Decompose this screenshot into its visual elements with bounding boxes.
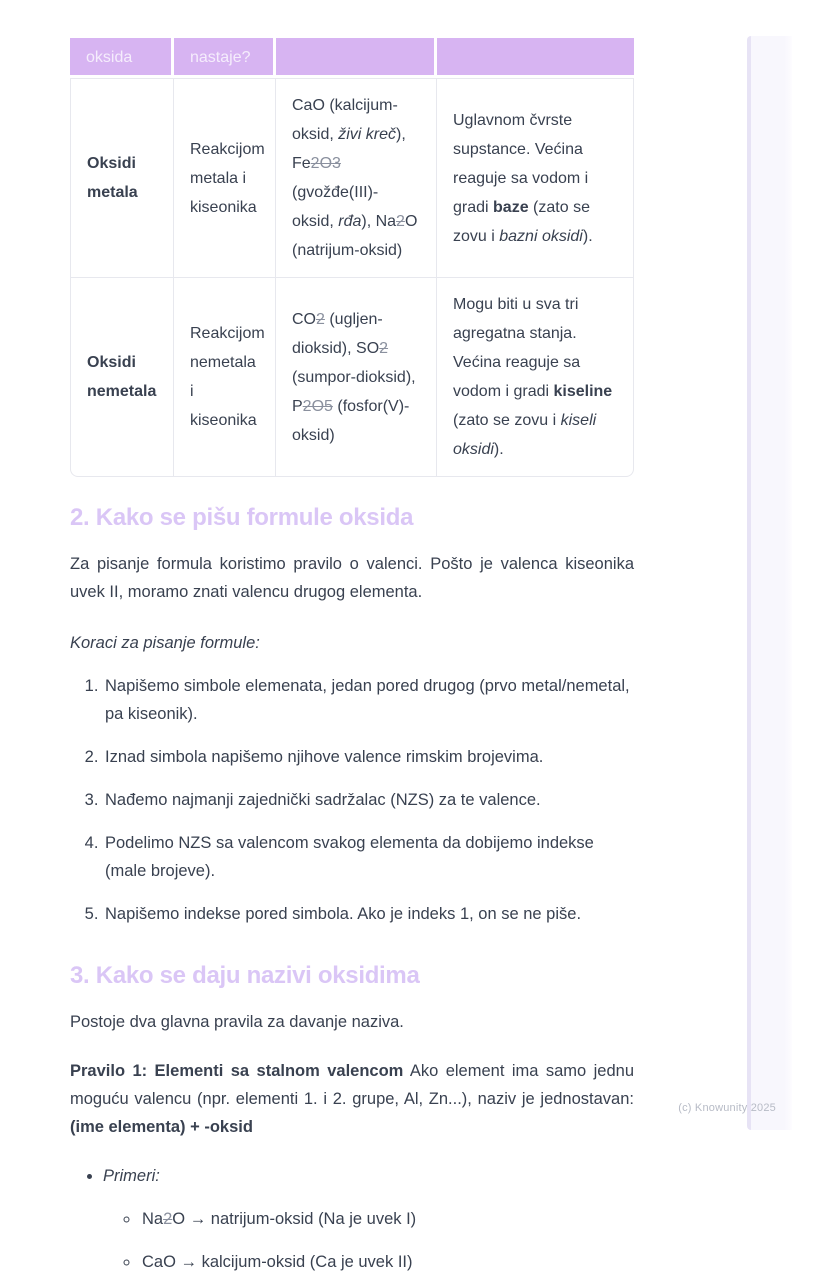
header-cell-how: nastaje?	[174, 38, 276, 78]
section-heading-formulas: 2. Kako se pišu formule oksida	[70, 504, 414, 531]
table-row-metal-oxides	[70, 78, 634, 278]
cell-properties: Mogu biti u sva tri agregatna stanja. Većina reaguje sa vodom i gradi kiseline (zato se zovu i kiseli oksidi).	[437, 278, 634, 477]
section-heading-naming: 3. Kako se daju nazivi oksidima	[70, 962, 420, 989]
list-item: 3. Nađemo najmanji zajednički sadržalac (NZS) za te valence.	[103, 786, 634, 814]
page-content	[70, 38, 634, 1276]
cell-how: Reakcijom nemetala i kiseonika	[174, 278, 276, 477]
steps-label: Koraci za pisanje formule:	[70, 634, 260, 652]
table-row-nonmetal-oxides	[70, 278, 634, 477]
list-item: 1. Napišemo simbole elemenata, jedan pored drugog (prvo metal/nemetal, pa kiseonik).	[103, 672, 634, 728]
examples-list	[70, 1162, 634, 1276]
table-header-row	[70, 38, 634, 78]
formula-steps-list	[70, 672, 634, 928]
cell-examples: CO2 (ugljen-dioksid), SO2 (sumpor-dioksid), P2O5 (fosfor(V)-oksid)	[276, 278, 437, 477]
naming-intro-paragraph: Postoje dva glavna pravila za davanje naziva.	[70, 1013, 404, 1031]
examples-sublist	[103, 1205, 634, 1276]
cell-examples: CaO (kalcijum-oksid, živi kreč), Fe2O3 (gvožđe(III)-oksid, rđa), Na2O (natrijum-oksid)	[276, 78, 437, 278]
oxides-table	[70, 38, 634, 477]
list-item: 5. Napišemo indekse pored simbola. Ako je indeks 1, on se ne piše.	[103, 900, 634, 928]
cell-type: Oksidi metala	[70, 78, 174, 278]
list-item: ◦ Na2O → natrijum-oksid (Na je uvek I)	[140, 1205, 634, 1233]
header-cell-type: oksida	[70, 38, 174, 78]
vertical-scrollbar[interactable]	[747, 36, 792, 1130]
header-cell-properties	[437, 38, 634, 78]
formulas-intro-paragraph: Za pisanje formula koristimo pravilo o valenci. Pošto je valenca kiseonika uvek II, moramo znati valencu drugog elementa.	[70, 555, 634, 601]
header-cell-examples	[276, 38, 437, 78]
list-item: 4. Podelimo NZS sa valencom svakog elementa da dobijemo indekse (male brojeve).	[103, 829, 634, 885]
list-item: 2. Iznad simbola napišemo njihove valence rimskim brojevima.	[103, 743, 634, 771]
examples-label: Primeri:	[103, 1167, 160, 1185]
rule1-paragraph: Pravilo 1: Elementi sa stalnom valencom Ako element ima samo jednu moguću valencu (npr. elementi 1. i 2. grupe, Al, Zn...), naziv je jednostavan: (ime elementa) + -oksid	[70, 1062, 635, 1136]
list-item: ◦ CaO → kalcijum-oksid (Ca je uvek II)	[140, 1248, 634, 1276]
watermark: (c) Knowunity 2025	[678, 1102, 776, 1114]
cell-properties: Uglavnom čvrste supstance. Većina reaguje sa vodom i gradi baze (zato se zovu i bazni oksidi).	[437, 78, 634, 278]
cell-type: Oksidi nemetala	[70, 278, 174, 477]
list-item-primeri	[103, 1162, 634, 1276]
cell-how: Reakcijom metala i kiseonika	[174, 78, 276, 278]
